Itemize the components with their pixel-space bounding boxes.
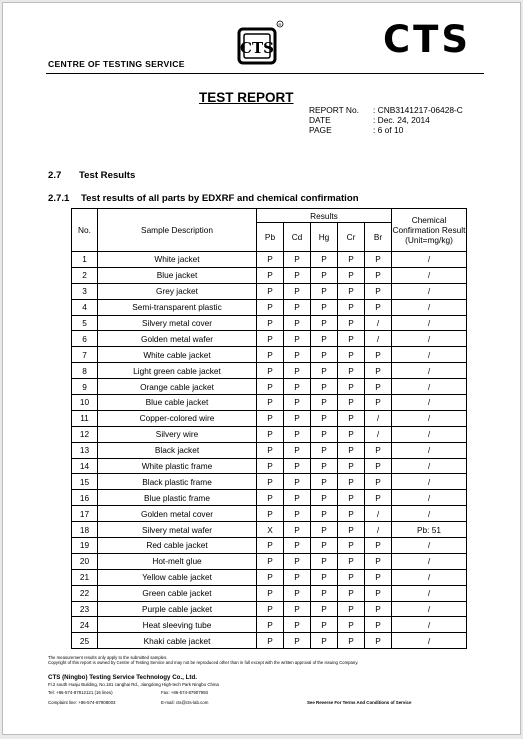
cell-chemical-result: / xyxy=(392,633,467,649)
cell-result-cr: P xyxy=(338,410,365,426)
cell-chemical-result: / xyxy=(392,267,467,283)
cell-result-br: / xyxy=(365,410,392,426)
cell-result-hg: P xyxy=(311,538,338,554)
cell-result-cr: P xyxy=(338,506,365,522)
cell-result-hg: P xyxy=(311,363,338,379)
cell-sample-description: White plastic frame xyxy=(98,458,257,474)
cell-sample-description: Grey jacket xyxy=(98,283,257,299)
cell-no: 9 xyxy=(72,379,98,395)
table-row xyxy=(72,601,467,617)
cell-sample-description: White jacket xyxy=(98,252,257,268)
cell-result-br: P xyxy=(365,490,392,506)
cell-result-cd: P xyxy=(284,267,311,283)
cell-result-hg: P xyxy=(311,347,338,363)
cell-result-cd: P xyxy=(284,585,311,601)
cell-result-hg: P xyxy=(311,569,338,585)
table-row xyxy=(72,315,467,331)
cell-chemical-result: / xyxy=(392,331,467,347)
cell-result-pb: P xyxy=(257,395,284,411)
table-row xyxy=(72,474,467,490)
table-row xyxy=(72,363,467,379)
cell-result-cr: P xyxy=(338,379,365,395)
cell-no: 6 xyxy=(72,331,98,347)
cell-no: 19 xyxy=(72,538,98,554)
header-results: Results xyxy=(257,209,392,223)
cell-result-cd: P xyxy=(284,506,311,522)
cell-result-cr: P xyxy=(338,395,365,411)
cell-result-cd: P xyxy=(284,538,311,554)
cell-chemical-result: / xyxy=(392,283,467,299)
cell-result-cd: P xyxy=(284,347,311,363)
cell-chemical-result: / xyxy=(392,601,467,617)
header-element: Cd xyxy=(284,223,311,252)
cell-chemical-result: / xyxy=(392,553,467,569)
cell-result-hg: P xyxy=(311,252,338,268)
meta-label: REPORT No. xyxy=(309,105,359,115)
cell-result-pb: P xyxy=(257,331,284,347)
cell-result-br: / xyxy=(365,331,392,347)
cell-no: 10 xyxy=(72,395,98,411)
cell-chemical-result: / xyxy=(392,490,467,506)
cell-chemical-result: / xyxy=(392,585,467,601)
cell-sample-description: Blue cable jacket xyxy=(98,395,257,411)
cell-result-pb: P xyxy=(257,601,284,617)
cell-result-br: P xyxy=(365,474,392,490)
cell-chemical-result: / xyxy=(392,315,467,331)
table-row xyxy=(72,585,467,601)
cell-chemical-result: Pb: 51 xyxy=(392,522,467,538)
table-row xyxy=(72,283,467,299)
cell-result-cr: P xyxy=(338,617,365,633)
cell-result-hg: P xyxy=(311,299,338,315)
cell-no: 18 xyxy=(72,522,98,538)
brand-wordmark: CTS xyxy=(383,18,472,61)
footer-complaint-line: Complaint line: +86-574-87908003 xyxy=(48,700,116,705)
meta-value: : 6 of 10 xyxy=(373,125,404,136)
cell-no: 15 xyxy=(72,474,98,490)
cell-sample-description: Semi-transparent plastic xyxy=(98,299,257,315)
table-row xyxy=(72,299,467,315)
cell-result-cd: P xyxy=(284,553,311,569)
cell-no: 3 xyxy=(72,283,98,299)
table-row xyxy=(72,617,467,633)
cell-chemical-result: / xyxy=(392,617,467,633)
cell-result-pb: P xyxy=(257,633,284,649)
cell-result-cd: P xyxy=(284,490,311,506)
cell-chemical-result: / xyxy=(392,458,467,474)
cell-result-hg: P xyxy=(311,410,338,426)
cell-no: 4 xyxy=(72,299,98,315)
cell-result-cd: P xyxy=(284,315,311,331)
cell-result-pb: P xyxy=(257,490,284,506)
cell-result-pb: P xyxy=(257,267,284,283)
cell-result-br: P xyxy=(365,347,392,363)
cell-sample-description: Green cable jacket xyxy=(98,585,257,601)
cell-no: 24 xyxy=(72,617,98,633)
cell-no: 8 xyxy=(72,363,98,379)
cell-result-cr: P xyxy=(338,442,365,458)
cell-result-cd: P xyxy=(284,363,311,379)
cell-result-cr: P xyxy=(338,458,365,474)
cell-chemical-result: / xyxy=(392,569,467,585)
report-page xyxy=(2,2,521,735)
cell-result-hg: P xyxy=(311,553,338,569)
cell-no: 1 xyxy=(72,252,98,268)
cell-result-cr: P xyxy=(338,315,365,331)
cell-no: 17 xyxy=(72,506,98,522)
cell-result-pb: P xyxy=(257,506,284,522)
cell-no: 14 xyxy=(72,458,98,474)
cell-result-cr: P xyxy=(338,633,365,649)
cell-no: 11 xyxy=(72,410,98,426)
header-element: Hg xyxy=(311,223,338,252)
footer-company-name: CTS (Ningbo) Testing Service Technology Co., Ltd. xyxy=(48,674,197,681)
cell-result-cr: P xyxy=(338,267,365,283)
table-row xyxy=(72,490,467,506)
cell-result-pb: P xyxy=(257,315,284,331)
cell-chemical-result: / xyxy=(392,410,467,426)
cell-result-pb: P xyxy=(257,379,284,395)
cell-result-cr: P xyxy=(338,347,365,363)
organization-name: CENTRE OF TESTING SERVICE xyxy=(48,59,185,69)
cts-logo-icon xyxy=(236,19,284,65)
table-row xyxy=(72,442,467,458)
table-row xyxy=(72,426,467,442)
cell-result-cd: P xyxy=(284,474,311,490)
cell-result-cr: P xyxy=(338,569,365,585)
cell-result-br: P xyxy=(365,299,392,315)
cell-result-br: P xyxy=(365,585,392,601)
cell-result-pb: P xyxy=(257,252,284,268)
cell-sample-description: Copper-colored wire xyxy=(98,410,257,426)
cell-result-cd: P xyxy=(284,379,311,395)
cell-result-pb: P xyxy=(257,585,284,601)
footer-tel: Tel: +86-574-87912121 (16 lines) xyxy=(48,690,113,695)
cell-sample-description: White cable jacket xyxy=(98,347,257,363)
report-title: TEST REPORT xyxy=(199,90,294,105)
table-row xyxy=(72,379,467,395)
cell-result-cd: P xyxy=(284,426,311,442)
subsection-title: Test results of all parts by EDXRF and chemical confirmation xyxy=(81,193,359,204)
cell-result-cd: P xyxy=(284,442,311,458)
cell-result-br: P xyxy=(365,538,392,554)
table-row xyxy=(72,569,467,585)
cell-result-br: P xyxy=(365,252,392,268)
cell-result-cd: P xyxy=(284,458,311,474)
cell-no: 16 xyxy=(72,490,98,506)
table-row xyxy=(72,267,467,283)
cell-result-pb: P xyxy=(257,426,284,442)
meta-row-report-no xyxy=(309,105,463,115)
cell-result-cd: P xyxy=(284,283,311,299)
cell-result-br: P xyxy=(365,553,392,569)
cell-sample-description: Blue plastic frame xyxy=(98,490,257,506)
cell-result-hg: P xyxy=(311,267,338,283)
cell-no: 2 xyxy=(72,267,98,283)
cell-result-br: P xyxy=(365,379,392,395)
cell-result-br: P xyxy=(365,458,392,474)
footer-terms-note: See Reverse For Terms And Conditions of Service xyxy=(307,700,412,705)
cell-result-br: P xyxy=(365,267,392,283)
cell-sample-description: Light green cable jacket xyxy=(98,363,257,379)
cell-result-cd: P xyxy=(284,410,311,426)
table-row xyxy=(72,538,467,554)
cell-result-br: P xyxy=(365,283,392,299)
cell-sample-description: Red cable jacket xyxy=(98,538,257,554)
table-row xyxy=(72,410,467,426)
cell-result-pb: X xyxy=(257,522,284,538)
footnote-results-scope: The measurement results only apply to the submitted samples. xyxy=(48,655,168,660)
header-no: No. xyxy=(72,209,98,252)
cell-result-cr: P xyxy=(338,474,365,490)
cell-result-br: P xyxy=(365,442,392,458)
cell-result-pb: P xyxy=(257,347,284,363)
cell-result-cr: P xyxy=(338,363,365,379)
cell-result-cr: P xyxy=(338,331,365,347)
cell-sample-description: Silvery wire xyxy=(98,426,257,442)
cell-sample-description: Golden metal wafer xyxy=(98,331,257,347)
cell-no: 25 xyxy=(72,633,98,649)
cell-sample-description: Silvery metal wafer xyxy=(98,522,257,538)
cell-result-pb: P xyxy=(257,553,284,569)
cell-result-br: P xyxy=(365,617,392,633)
cell-result-pb: P xyxy=(257,538,284,554)
cell-sample-description: Purple cable jacket xyxy=(98,601,257,617)
cell-sample-description: Yellow cable jacket xyxy=(98,569,257,585)
svg-text:R: R xyxy=(278,22,282,27)
cell-result-cr: P xyxy=(338,538,365,554)
cell-no: 13 xyxy=(72,442,98,458)
meta-label: DATE xyxy=(309,115,331,126)
cell-sample-description: Heat sleeving tube xyxy=(98,617,257,633)
cell-result-pb: P xyxy=(257,299,284,315)
table-row xyxy=(72,395,467,411)
cell-result-br: P xyxy=(365,569,392,585)
cell-result-cd: P xyxy=(284,601,311,617)
cell-no: 20 xyxy=(72,553,98,569)
cell-sample-description: Golden metal cover xyxy=(98,506,257,522)
cell-chemical-result: / xyxy=(392,299,467,315)
cell-result-br: / xyxy=(365,426,392,442)
section-heading xyxy=(48,170,135,181)
cell-chemical-result: / xyxy=(392,506,467,522)
table-row xyxy=(72,633,467,649)
header-element: Br xyxy=(365,223,392,252)
cell-result-br: P xyxy=(365,601,392,617)
cell-no: 23 xyxy=(72,601,98,617)
cell-result-cd: P xyxy=(284,331,311,347)
cell-result-pb: P xyxy=(257,410,284,426)
subsection-heading xyxy=(48,193,359,204)
results-table xyxy=(71,208,467,649)
table-row xyxy=(72,331,467,347)
cell-result-hg: P xyxy=(311,395,338,411)
cell-result-br: / xyxy=(365,522,392,538)
cell-result-cr: P xyxy=(338,283,365,299)
cell-result-cr: P xyxy=(338,252,365,268)
report-meta xyxy=(309,105,463,136)
cell-result-hg: P xyxy=(311,379,338,395)
cell-result-pb: P xyxy=(257,458,284,474)
subsection-number: 2.7.1 xyxy=(48,193,70,204)
section-number: 2.7 xyxy=(48,170,62,181)
cell-chemical-result: / xyxy=(392,426,467,442)
cell-result-cd: P xyxy=(284,569,311,585)
cell-result-hg: P xyxy=(311,506,338,522)
header-sample-description: Sample Description xyxy=(98,209,257,252)
cell-no: 7 xyxy=(72,347,98,363)
cell-result-hg: P xyxy=(311,315,338,331)
cell-result-hg: P xyxy=(311,283,338,299)
table-row xyxy=(72,553,467,569)
meta-value: : Dec. 24, 2014 xyxy=(373,115,430,126)
header-element: Pb xyxy=(257,223,284,252)
footer-email: E-mail: cts@cts-lab.com xyxy=(161,700,209,705)
cell-result-cr: P xyxy=(338,299,365,315)
cell-chemical-result: / xyxy=(392,538,467,554)
cell-result-hg: P xyxy=(311,458,338,474)
header-chemical-confirmation: Chemical Confirmation Result (Unit=mg/kg) xyxy=(392,209,467,252)
cell-result-hg: P xyxy=(311,585,338,601)
table-row xyxy=(72,458,467,474)
cell-result-cd: P xyxy=(284,617,311,633)
header-element: Cr xyxy=(338,223,365,252)
cell-sample-description: Black plastic frame xyxy=(98,474,257,490)
cell-result-cr: P xyxy=(338,426,365,442)
cell-sample-description: Black jacket xyxy=(98,442,257,458)
cell-sample-description: Orange cable jacket xyxy=(98,379,257,395)
cell-result-hg: P xyxy=(311,490,338,506)
cell-result-cr: P xyxy=(338,585,365,601)
cell-result-br: P xyxy=(365,395,392,411)
cell-sample-description: Khaki cable jacket xyxy=(98,633,257,649)
cell-result-cd: P xyxy=(284,252,311,268)
cell-result-pb: P xyxy=(257,569,284,585)
cell-no: 5 xyxy=(72,315,98,331)
cell-result-hg: P xyxy=(311,474,338,490)
cell-result-cd: P xyxy=(284,395,311,411)
meta-value: : CNB3141217-06428-C xyxy=(373,105,463,115)
cell-result-cd: P xyxy=(284,299,311,315)
cell-sample-description: Hot-melt glue xyxy=(98,553,257,569)
cell-result-hg: P xyxy=(311,426,338,442)
footer-address: Fl.2 south Huaju Building, No.181 canghai Rd., Jiangdong High-tech Park Ningbo China xyxy=(48,682,219,687)
table-row xyxy=(72,252,467,268)
footer-fax: Fax: +86-574-87907993 xyxy=(161,690,208,695)
cell-chemical-result: / xyxy=(392,474,467,490)
cell-result-cr: P xyxy=(338,601,365,617)
cell-result-cd: P xyxy=(284,522,311,538)
cell-no: 22 xyxy=(72,585,98,601)
cell-chemical-result: / xyxy=(392,395,467,411)
cell-chemical-result: / xyxy=(392,347,467,363)
cell-chemical-result: / xyxy=(392,379,467,395)
cell-result-pb: P xyxy=(257,474,284,490)
cell-result-hg: P xyxy=(311,442,338,458)
cell-chemical-result: / xyxy=(392,252,467,268)
header-divider xyxy=(46,73,484,74)
table-row xyxy=(72,506,467,522)
cell-chemical-result: / xyxy=(392,363,467,379)
cell-result-cr: P xyxy=(338,553,365,569)
footnote-copyright: Copyright of this report is owned by Centre of Testing Service and may not be reproduced other than in full except with the written approval of the issuing Company. xyxy=(48,660,359,665)
cell-result-pb: P xyxy=(257,363,284,379)
cell-result-br: / xyxy=(365,315,392,331)
cell-result-br: / xyxy=(365,506,392,522)
cell-result-cr: P xyxy=(338,522,365,538)
cell-result-hg: P xyxy=(311,522,338,538)
cell-sample-description: Blue jacket xyxy=(98,267,257,283)
cell-chemical-result: / xyxy=(392,442,467,458)
cell-result-hg: P xyxy=(311,331,338,347)
logo-text: CTS xyxy=(240,39,274,57)
cell-result-hg: P xyxy=(311,633,338,649)
cell-result-cd: P xyxy=(284,633,311,649)
cell-sample-description: Silvery metal cover xyxy=(98,315,257,331)
cell-result-br: P xyxy=(365,633,392,649)
cell-result-pb: P xyxy=(257,442,284,458)
meta-label: PAGE xyxy=(309,125,332,136)
meta-row-date xyxy=(309,115,463,125)
table-row xyxy=(72,347,467,363)
cell-result-br: P xyxy=(365,363,392,379)
cell-no: 12 xyxy=(72,426,98,442)
cell-result-pb: P xyxy=(257,617,284,633)
cell-result-hg: P xyxy=(311,601,338,617)
meta-row-page xyxy=(309,125,463,135)
results-body xyxy=(72,252,467,649)
cell-result-hg: P xyxy=(311,617,338,633)
cell-result-pb: P xyxy=(257,283,284,299)
section-title: Test Results xyxy=(79,170,136,181)
table-row xyxy=(72,522,467,538)
cell-no: 21 xyxy=(72,569,98,585)
cell-result-cr: P xyxy=(338,490,365,506)
